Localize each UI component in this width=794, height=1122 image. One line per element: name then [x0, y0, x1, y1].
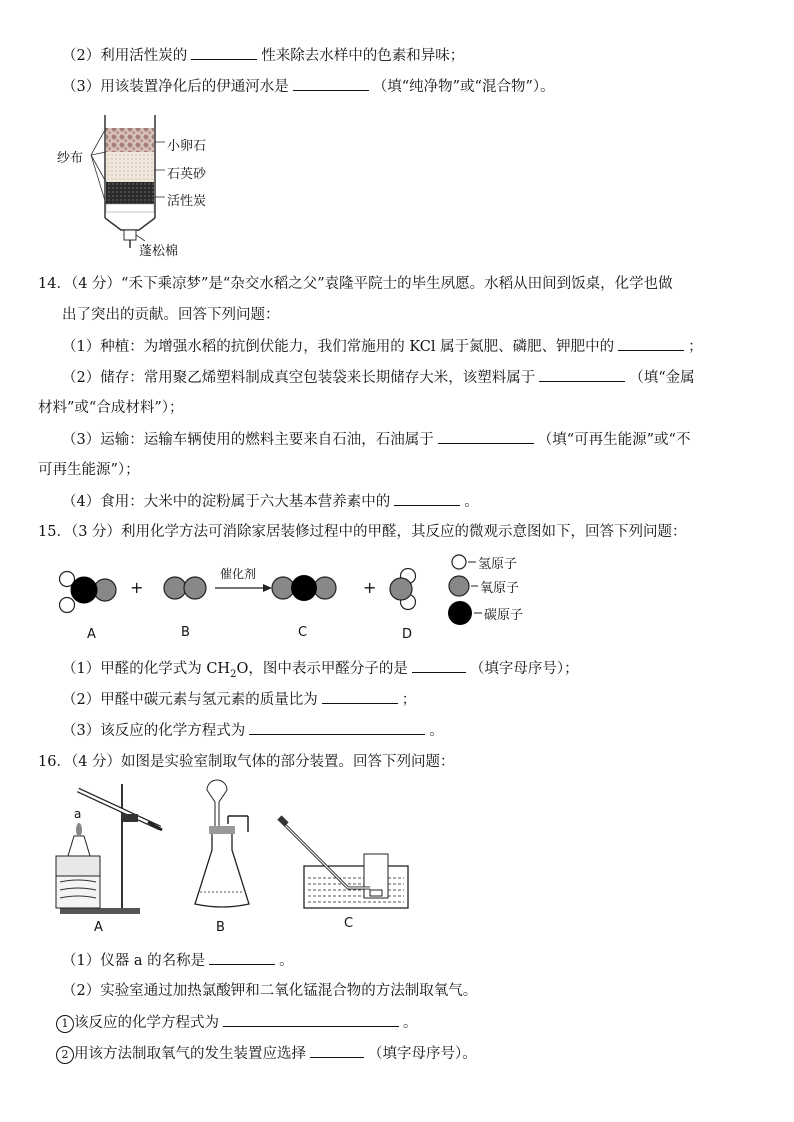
q15-part1: （1）甲醛的化学式为 $CH_2O$，图中表示甲醛分子的是 （填字母序号）；	[62, 658, 579, 685]
label-b: B	[181, 625, 190, 640]
answer-blank[interactable]	[249, 720, 425, 735]
label-a: A	[94, 920, 103, 935]
q15-part3: （3）该反应的化学方程式为 。	[62, 720, 444, 741]
formaldehyde-reaction-diagram	[50, 548, 550, 648]
answer-blank[interactable]	[310, 1043, 364, 1058]
q15-part2: （2）甲醛中碳元素与氢元素的质量比为 ；	[62, 689, 416, 710]
quartz-layer	[106, 152, 154, 182]
pebble-layer	[106, 128, 154, 152]
apparatus-a	[56, 784, 162, 914]
label-b: B	[216, 920, 225, 935]
molecule-b	[164, 577, 206, 599]
label-a-instrument: a	[74, 807, 82, 821]
q13-part3: （3）用该装置净化后的伊通河水是 （填“纯净物”或“混合物”）。	[62, 76, 555, 97]
q14-part3: （3）运输：运输车辆使用的燃料主要来自石油，石油属于 （填“可再生能源”或“不	[62, 429, 690, 450]
legend-h-swatch	[452, 555, 466, 569]
answer-blank[interactable]	[539, 367, 625, 382]
answer-blank[interactable]	[191, 45, 257, 60]
carbon-layer	[106, 182, 154, 204]
legend-o-label: 氧原子	[480, 581, 520, 596]
molecule-d	[390, 569, 416, 610]
q16-stem: 16．（4 分）如图是实验室制取气体的部分装置。回答下列问题：	[38, 754, 455, 770]
gas-apparatus-figure	[52, 778, 452, 940]
gauze-label: 纱布	[57, 151, 84, 166]
q14-stem-line1: 14．（4 分）“禾下乘凉梦”是“杂交水稻之父”袁隆平院士的毕生夙愿。水稻从田间到饭桌，化学也做	[38, 276, 673, 292]
q14-part1: （1）种植：为增强水稻的抗倒伏能力，我们常施用的 KCl 属于氮肥、磷肥、钾肥中的 ；	[62, 336, 703, 357]
label-c: C	[344, 916, 354, 931]
q14-stem-line2: 出了突出的贡献。回答下列问题：	[62, 307, 280, 323]
molecule-c	[272, 575, 336, 601]
answer-blank[interactable]	[412, 658, 466, 673]
answer-blank[interactable]	[394, 491, 460, 506]
answer-blank[interactable]	[223, 1012, 399, 1027]
pebble-label: 小卵石	[167, 139, 207, 154]
carbon-label: 活性炭	[167, 194, 207, 209]
q13-part2: （2）利用活性炭的 性来除去水样中的色素和异味；	[62, 45, 464, 66]
q15-stem: 15．（3 分）利用化学方法可消除家居装修过程中的甲醛，其反应的微观示意图如下，回答下列问题：	[38, 524, 687, 540]
label-d: D	[402, 627, 413, 642]
apparatus-b	[195, 780, 249, 907]
apparatus-c	[277, 815, 408, 908]
plus-sign: +	[363, 578, 377, 597]
quartz-label: 石英砂	[167, 167, 207, 182]
cotton-label: 蓬松棉	[139, 244, 179, 259]
q14-part2-cont: 材料”或“合成材料”）；	[38, 400, 184, 416]
legend-c-swatch	[448, 601, 472, 625]
legend-h-label: 氢原子	[478, 557, 518, 572]
q16-sub2: 2 用该方法制取氧气的发生装置应选择 （填字母序号）。	[56, 1043, 477, 1064]
label-a: A	[87, 627, 96, 642]
catalyst-label: 催化剂	[220, 567, 257, 581]
legend-o-swatch	[449, 576, 469, 596]
label-c: C	[298, 625, 308, 640]
answer-blank[interactable]	[618, 336, 684, 351]
q14-part3-cont: 可再生能源”）；	[38, 462, 140, 478]
q16-part2: （2）实验室通过加热氯酸钾和二氧化锰混合物的方法制取氧气。	[62, 983, 478, 999]
molecule-a	[60, 572, 117, 613]
answer-blank[interactable]	[209, 950, 275, 965]
answer-blank[interactable]	[438, 429, 534, 444]
legend-c-label: 碳原子	[484, 608, 524, 623]
q16-sub1: 1 该反应的化学方程式为 。	[56, 1012, 418, 1033]
answer-blank[interactable]	[293, 76, 369, 91]
water-filter-figure	[55, 110, 225, 260]
q16-part1: （1）仪器 a 的名称是 。	[62, 950, 294, 971]
answer-blank[interactable]	[322, 689, 398, 704]
q14-part4: （4）食用：大米中的淀粉属于六大基本营养素中的 。	[62, 491, 479, 512]
circled-number: 1	[56, 1015, 74, 1033]
plus-sign: +	[130, 578, 144, 597]
q14-part2: （2）储存：常用聚乙烯塑料制成真空包装袋来长期储存大米，该塑料属于 （填“金属	[62, 367, 695, 388]
circled-number: 2	[56, 1046, 74, 1064]
